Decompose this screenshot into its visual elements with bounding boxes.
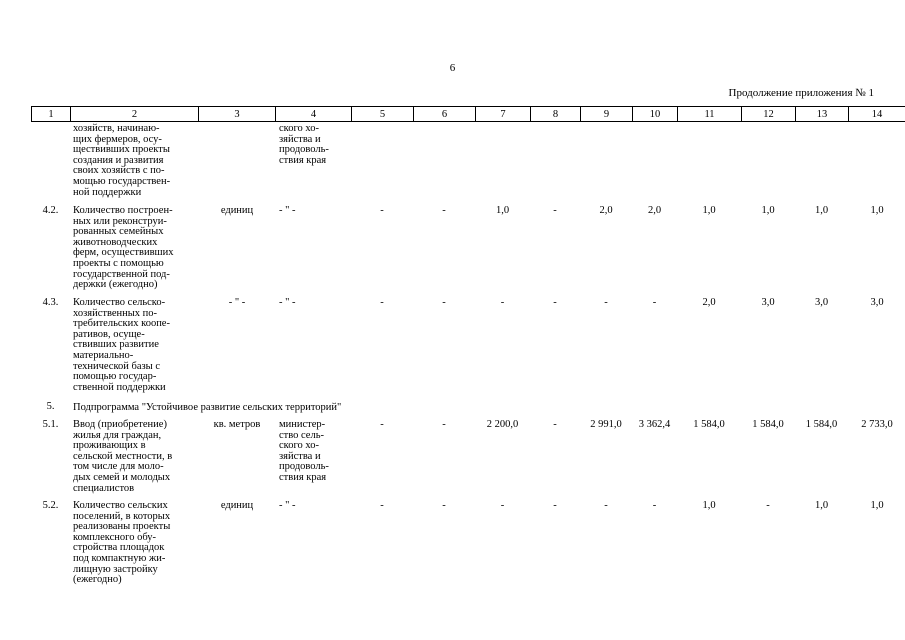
row-value-col-7: - (500, 297, 505, 308)
header-col-8: 8 (530, 106, 581, 122)
row-value-col-5: - (380, 297, 384, 308)
header-col-1: 1 (31, 106, 71, 122)
subprogram-title: Подпрограмма "Устойчивое развитие сельских территорий" (73, 402, 342, 413)
header-col-4: 4 (275, 106, 352, 122)
subprogram-number: 5. (46, 401, 55, 412)
continuation-label: Продолжение приложения № 1 (728, 87, 874, 99)
row-value-col-6: - (442, 500, 446, 511)
row-number: 4.2. (42, 205, 59, 216)
header-col-14: 14 (848, 106, 905, 122)
row-description: Количество построен- ных или реконструи- рованных семейных животноводческих ферм, осуществивших проекты с помощью государственной под- держки (ежегодно) (73, 205, 174, 291)
row-value-col-9: 2,0 (599, 205, 613, 216)
row-description: Количество сельских поселений, в которых реализованы проекты комплексного обу- стройства площадок под компактную жи- лищную застройку (ежегодно) (73, 500, 171, 586)
header-col-3: 3 (198, 106, 276, 122)
row-value-col-7: 1,0 (495, 205, 510, 216)
row-description: хозяйств, начинаю- щих фермеров, осу- ществивших проекты создания и развития своих хозяйств с по- мощью государствен- ной поддержки (73, 123, 171, 198)
row-value-col-6: - (442, 205, 446, 216)
row-value-col-8: - (553, 419, 557, 430)
row-value-col-13: 3,0 (814, 297, 829, 308)
row-value-col-14: 1,0 (870, 500, 884, 511)
row-executor: министер- ство сель- ского хо- зяйства и продоволь- ствия края (279, 419, 329, 483)
row-unit: кв. метров (213, 419, 261, 430)
row-description: Ввод (приобретение) жилья для граждан, проживающих в сельской местности, в том числе для моло- дых семей и молодых специалистов (73, 419, 173, 494)
row-value-col-13: 1,0 (814, 500, 829, 511)
row-value-col-10: - (652, 297, 657, 308)
row-value-col-11: 2,0 (702, 297, 716, 308)
row-value-col-7: - (500, 500, 505, 511)
row-value-col-8: - (553, 500, 557, 511)
row-value-col-11: 1 584,0 (693, 419, 725, 430)
header-col-5: 5 (351, 106, 414, 122)
header-col-10: 10 (632, 106, 678, 122)
table-header (31, 106, 883, 123)
row-value-col-10: 2,0 (647, 205, 662, 216)
row-value-col-10: 3 362,4 (638, 419, 671, 430)
row-value-col-14: 1,0 (870, 205, 884, 216)
row-executor: ского хо- зяйства и продоволь- ствия края (279, 123, 329, 166)
row-value-col-10: - (652, 500, 657, 511)
header-col-12: 12 (741, 106, 796, 122)
row-executor: - " - (279, 500, 296, 511)
row-value-col-12: - (766, 500, 770, 511)
header-col-6: 6 (413, 106, 476, 122)
row-value-col-9: - (604, 297, 608, 308)
row-executor: - " - (279, 205, 296, 216)
row-value-col-11: 1,0 (702, 205, 716, 216)
row-executor: - " - (279, 297, 296, 308)
row-value-col-12: 3,0 (761, 297, 775, 308)
row-value-col-11: 1,0 (702, 500, 716, 511)
row-value-col-6: - (442, 297, 446, 308)
row-value-col-6: - (442, 419, 446, 430)
row-value-col-8: - (553, 205, 557, 216)
row-value-col-5: - (380, 500, 384, 511)
row-unit: единиц (220, 500, 254, 511)
row-value-col-14: 3,0 (870, 297, 884, 308)
row-unit: единиц (220, 205, 254, 216)
row-value-col-5: - (380, 419, 384, 430)
row-value-col-13: 1 584,0 (805, 419, 838, 430)
header-col-2: 2 (70, 106, 199, 122)
row-value-col-7: 2 200,0 (486, 419, 519, 430)
row-number: 5.2. (42, 500, 59, 511)
row-value-col-12: 1,0 (761, 205, 775, 216)
page-number: 6 (449, 62, 456, 74)
header-col-9: 9 (580, 106, 633, 122)
row-value-col-14: 2 733,0 (861, 419, 893, 430)
row-unit: - " - (228, 297, 246, 308)
header-col-11: 11 (677, 106, 742, 122)
row-number: 4.3. (42, 297, 59, 308)
row-value-col-13: 1,0 (814, 205, 829, 216)
row-value-col-8: - (553, 297, 557, 308)
row-value-col-9: 2 991,0 (590, 419, 622, 430)
header-col-7: 7 (475, 106, 531, 122)
row-description: Количество сельско- хозяйственных по- требительских коопе- ративов, осуще- ствивших развитие материально- технической базы с помощью государ- ственной поддержки (73, 297, 170, 393)
row-value-col-12: 1 584,0 (752, 419, 784, 430)
row-number: 5.1. (42, 419, 59, 430)
header-col-13: 13 (795, 106, 849, 122)
row-value-col-5: - (380, 205, 384, 216)
row-value-col-9: - (604, 500, 608, 511)
